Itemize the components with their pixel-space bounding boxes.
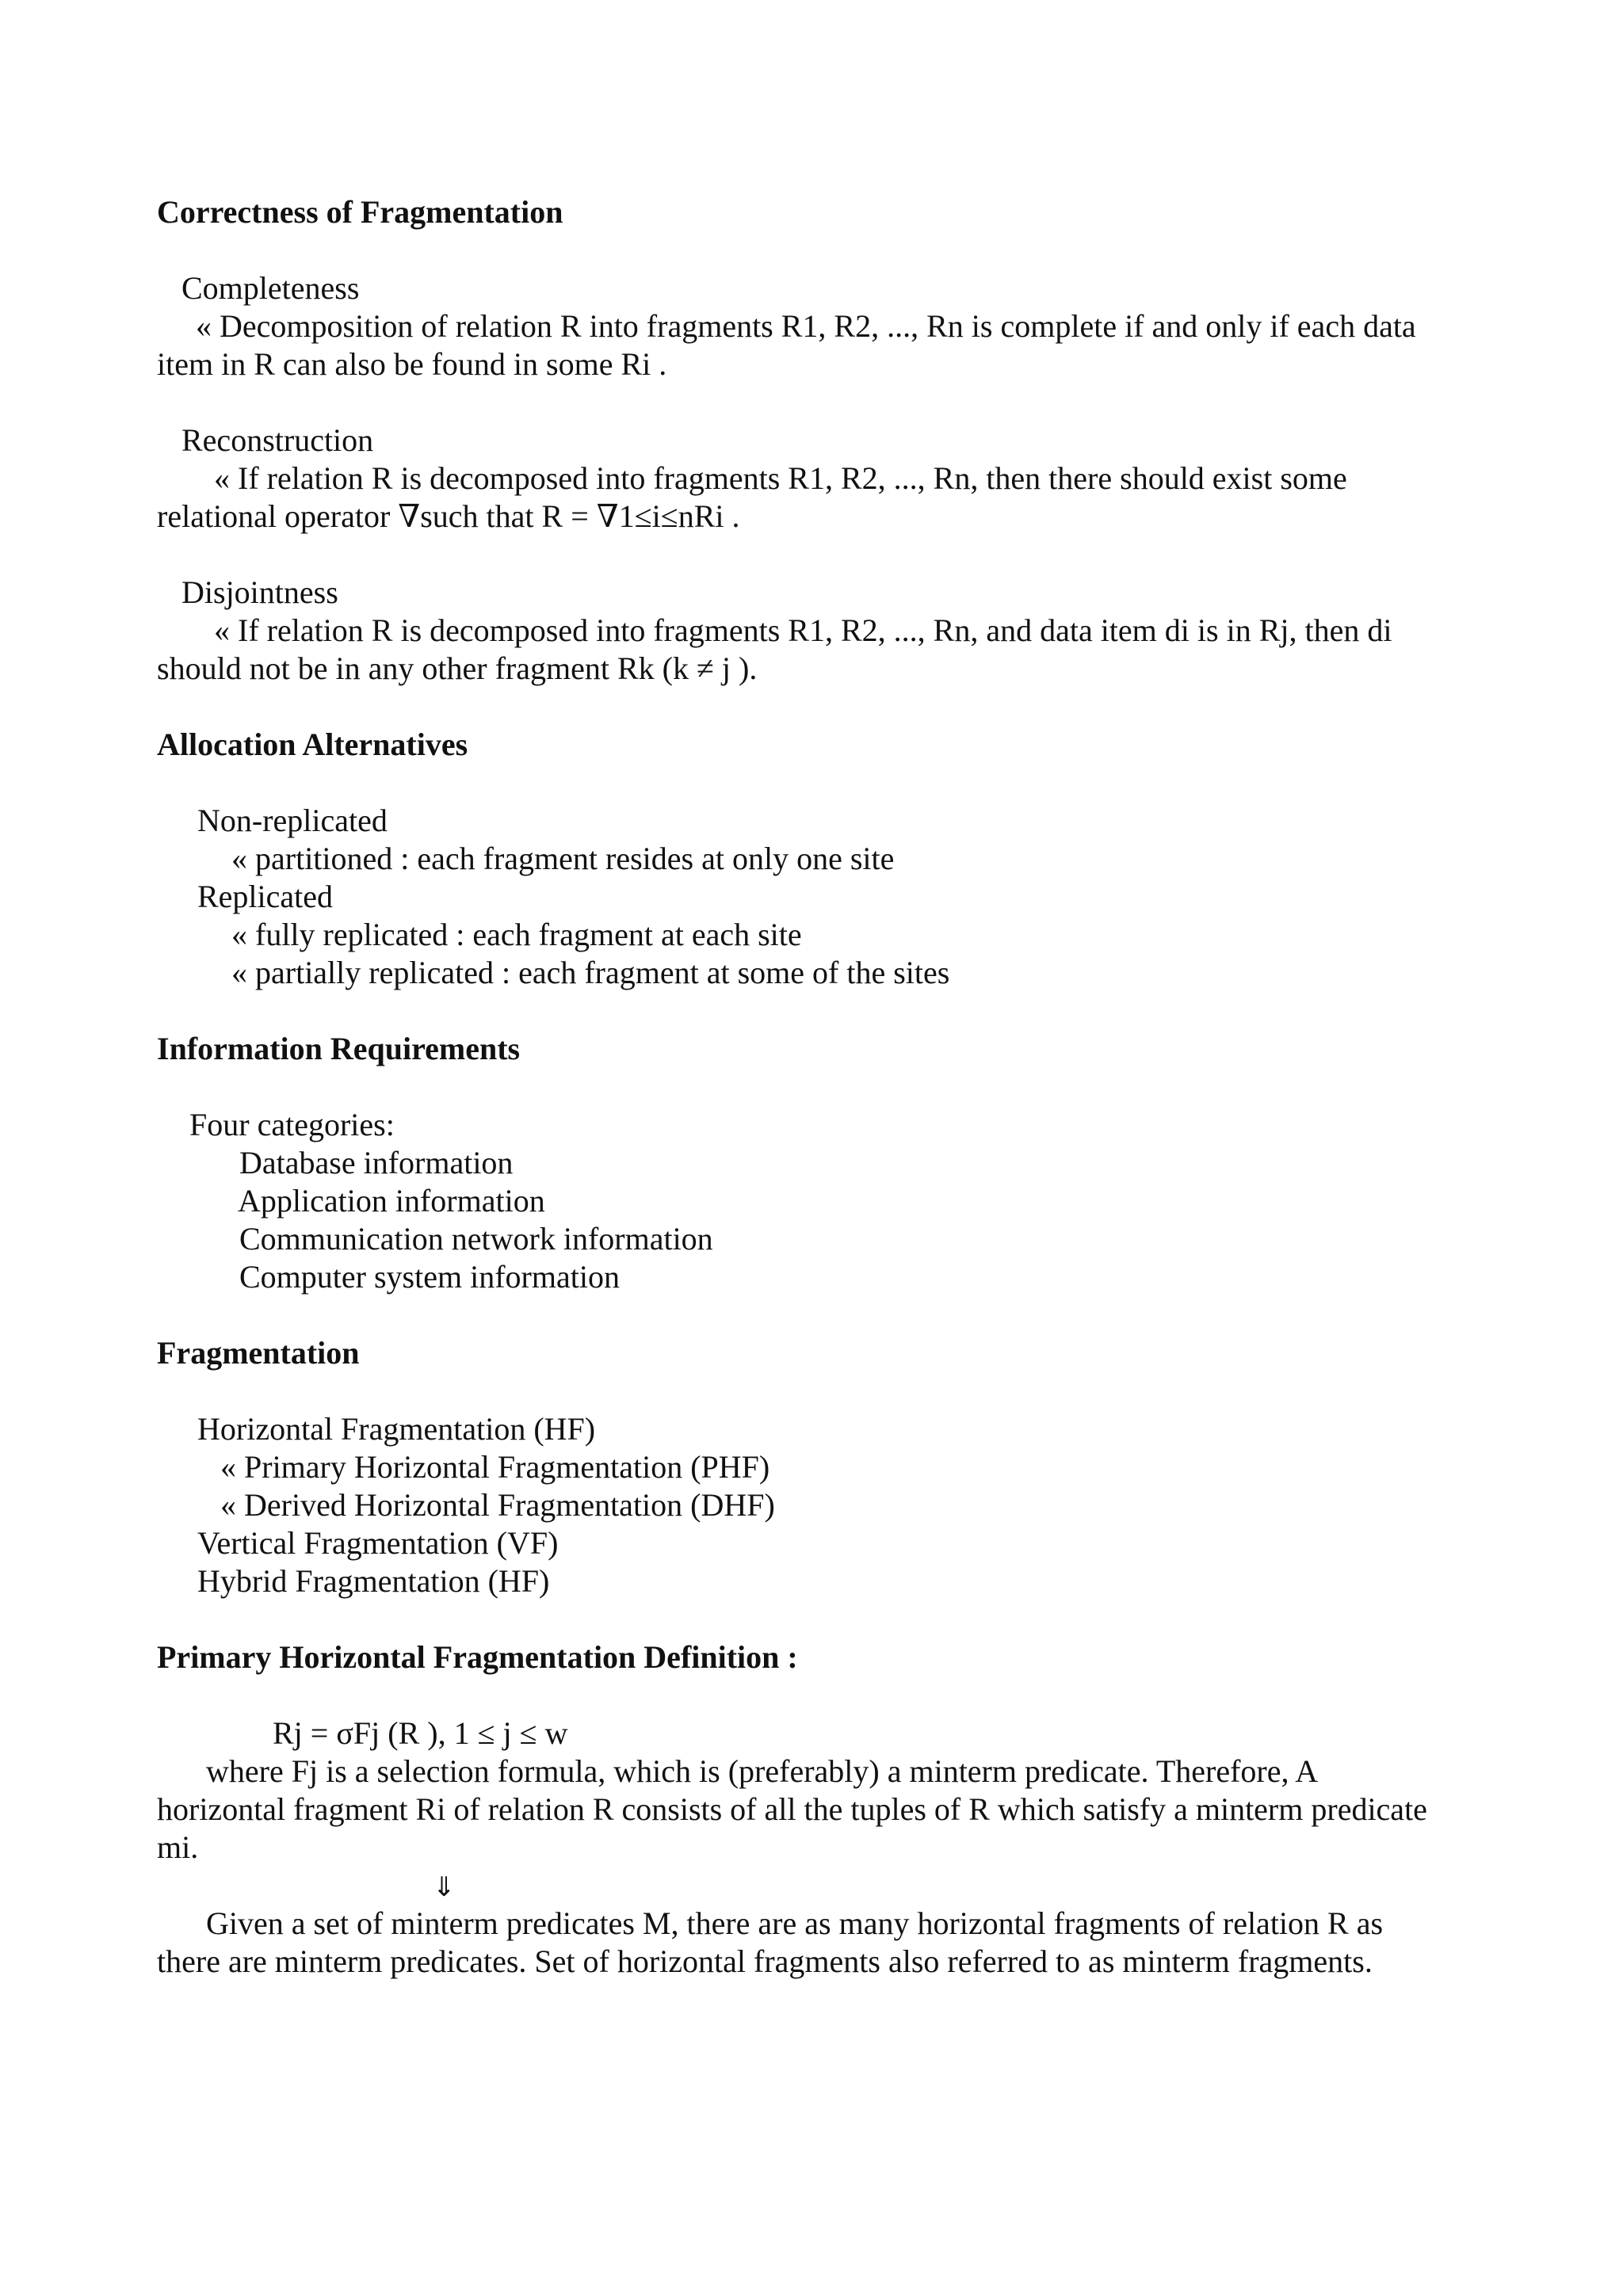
- non-replicated-label: Non-replicated: [197, 803, 388, 838]
- partitioned-item: « partitioned : each fragment resides at only one site: [231, 841, 895, 876]
- heading-phf-definition: Primary Horizontal Fragmentation Definition :: [157, 1639, 798, 1675]
- categories-intro: Four categories:: [189, 1107, 395, 1142]
- category-item: Computer system information: [239, 1259, 620, 1295]
- definition-line-3: mi.: [157, 1829, 199, 1865]
- completeness-line-1: « Decomposition of relation R into fragments R1, R2, ..., Rn is complete if and only if each data: [196, 308, 1416, 344]
- implies-arrow-icon: ⇓: [433, 1871, 456, 1903]
- hybrid-fragmentation-item: Hybrid Fragmentation (HF): [197, 1563, 550, 1599]
- reconstruction-line-2: relational operator ∇such that R = ∇1≤i≤nRi .: [157, 498, 740, 534]
- definition-line-1: where Fj is a selection formula, which is (preferably) a minterm predicate. Therefore, A: [206, 1753, 1319, 1789]
- heading-information: Information Requirements: [157, 1031, 521, 1066]
- heading-allocation: Allocation Alternatives: [157, 727, 468, 762]
- disjointness-line-2: should not be in any other fragment Rk (k ≠ j ).: [157, 650, 758, 686]
- derived-horizontal-item: « Derived Horizontal Fragmentation (DHF): [220, 1487, 775, 1523]
- heading-fragmentation: Fragmentation: [157, 1335, 360, 1371]
- completeness-line-2: item in R can also be found in some Ri .: [157, 346, 667, 382]
- category-item: Database information: [239, 1145, 514, 1180]
- primary-horizontal-item: « Primary Horizontal Fragmentation (PHF): [220, 1449, 770, 1485]
- fully-replicated-item: « fully replicated : each fragment at each site: [231, 917, 802, 952]
- replicated-label: Replicated: [197, 879, 334, 914]
- disjointness-line-1: « If relation R is decomposed into fragments R1, R2, ..., Rn, and data item di is in Rj, then di: [214, 612, 1392, 648]
- definition-line-2: horizontal fragment Ri of relation R consists of all the tuples of R which satisfy a minterm predicate: [157, 1791, 1427, 1827]
- vertical-fragmentation-item: Vertical Fragmentation (VF): [197, 1525, 559, 1561]
- disjointness-title: Disjointness: [181, 574, 338, 610]
- heading-correctness: Correctness of Fragmentation: [157, 194, 563, 230]
- reconstruction-title: Reconstruction: [181, 422, 374, 458]
- reconstruction-line-1: « If relation R is decomposed into fragments R1, R2, ..., Rn, then there should exist some: [214, 460, 1347, 496]
- completeness-title: Completeness: [181, 270, 360, 306]
- partially-replicated-item: « partially replicated : each fragment at some of the sites: [231, 955, 950, 990]
- phf-formula: Rj = σFj (R ), 1 ≤ j ≤ w: [273, 1715, 568, 1751]
- category-item: Application information: [238, 1183, 545, 1219]
- minterm-line-2: there are minterm predicates. Set of horizontal fragments also referred to as minterm fragments.: [157, 1943, 1373, 1979]
- horizontal-fragmentation-item: Horizontal Fragmentation (HF): [197, 1411, 596, 1447]
- minterm-line-1: Given a set of minterm predicates M, there are as many horizontal fragments of relation R as: [206, 1905, 1384, 1941]
- category-item: Communication network information: [239, 1221, 713, 1257]
